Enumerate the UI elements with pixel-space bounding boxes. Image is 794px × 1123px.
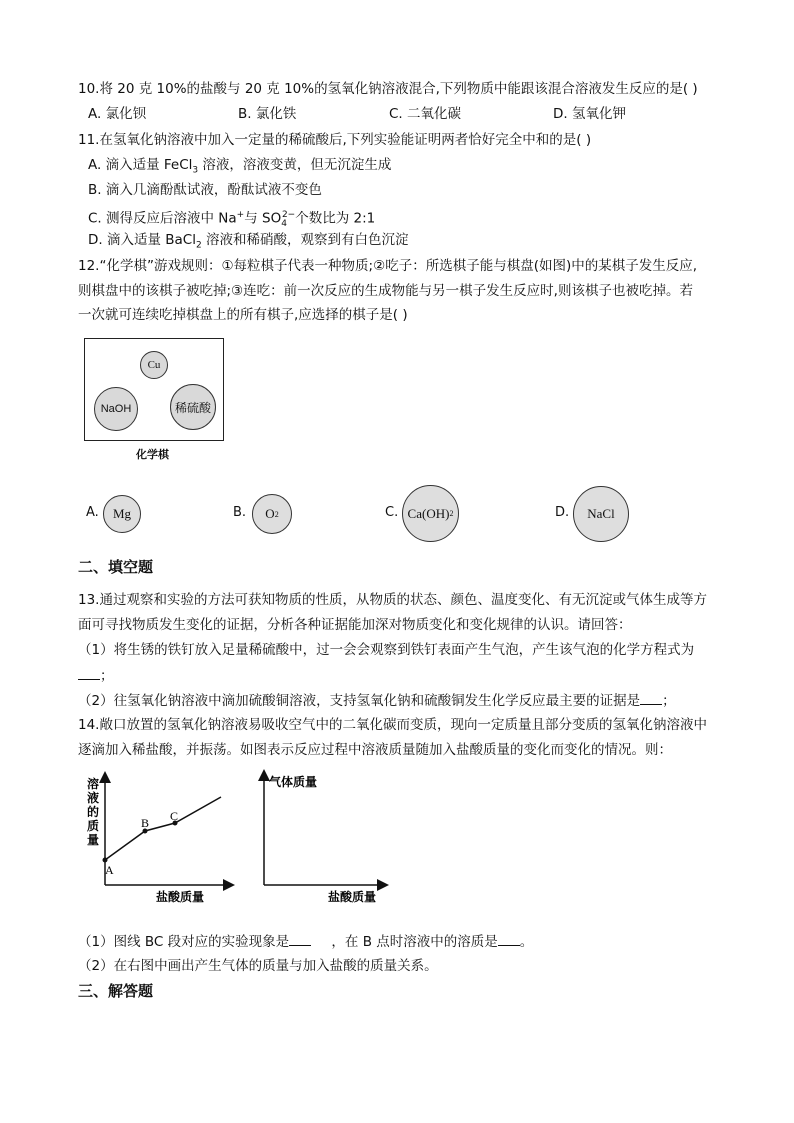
board-caption: 化学棋 (136, 448, 169, 461)
section-answer: 三、解答题 (78, 982, 154, 1000)
q14-sub2: （2）在右图中画出产生气体的质量与加入盐酸的质量关系。 (78, 958, 438, 974)
q13-line1: 13.通过观察和实验的方法可获知物质的性质，从物质的状态、颜色、温度变化、有无沉淀或气体生成等方 (78, 592, 707, 608)
choice-a-mg: Mg (103, 495, 141, 533)
label-a: A (105, 863, 114, 877)
q14-line1: 14.敞口放置的氢氧化钠溶液易吸收空气中的二氧化碳而变质，现向一定质量且部分变质的氢氧化钠溶液中 (78, 717, 707, 733)
sulfuric-acid-piece: 稀硫酸 (170, 384, 216, 430)
gas-mass-graph (252, 766, 392, 906)
section-fill-in: 二、填空题 (78, 558, 154, 576)
q11-option-d: D. 滴入适量 BaCl$_2$ 溶液和稀硝酸，观察到有白色沉淀 (88, 232, 409, 251)
y-label-4: 质 (87, 819, 100, 833)
q11-stem: 11.在氢氧化钠溶液中加入一定量的稀硫酸后,下列实验能证明两者恰好完全中和的是( ) (78, 132, 592, 148)
y-label-5: 量 (87, 833, 100, 847)
solution-mass-graph (84, 766, 244, 906)
y-label-2: 液 (87, 791, 100, 805)
y-label: 气体质量 (269, 775, 318, 789)
q11-option-a: A. 滴入适量 FeCl$_3$ 溶液，溶液变黄，但无沉淀生成 (88, 157, 392, 176)
cu-piece: Cu (140, 351, 168, 379)
q13-sub2: （2）往氢氧化钠溶液中滴加硫酸铜溶液，支持氢氧化钠和硫酸铜发生化学反应最主要的证据是 ； (78, 690, 676, 711)
mass-curve (105, 797, 221, 860)
choice-b-label: B. (233, 505, 247, 520)
choice-c-caoh2: Ca(OH) 2 (402, 485, 459, 542)
naoh-piece: NaOH (94, 387, 138, 431)
choice-b-o2: O 2 (252, 494, 292, 534)
y-label-1: 溶 (87, 777, 100, 791)
choice-d-label: D. (555, 505, 570, 520)
q13-sub1-answer: ； (78, 665, 114, 686)
choice-c-label: C. (385, 505, 399, 520)
q10-option-b: B. 氯化铁 (238, 106, 297, 122)
answer-blank[interactable] (78, 665, 100, 680)
answer-blank[interactable] (640, 690, 662, 705)
q14-sub1: （1）图线 BC 段对应的实验现象是 ，在 B 点时溶液中的溶质是 。 (78, 931, 533, 952)
y-label-3: 的 (87, 805, 100, 819)
q10-stem: 10.将 20 克 10%的盐酸与 20 克 10%的氢氧化钠溶液混合,下列物质中能跟该混合溶液发生反应的是( ) (78, 81, 698, 97)
answer-blank[interactable] (498, 931, 520, 946)
choice-d-nacl: NaCl (573, 486, 629, 542)
label-c: C (170, 809, 179, 823)
label-b: B (141, 816, 150, 830)
q12-line2: 则棋盘中的该棋子被吃掉;③连吃：前一次反应的生成物能与另一棋子发生反应时,则该棋子也被吃掉。若 (78, 283, 693, 299)
q11-option-c: C. 测得反应后溶液中 Na+与 $SO_4^{2-}$个数比为 2:1 (88, 210, 376, 230)
q12-line3: 一次就可连续吃掉棋盘上的所有棋子,应选择的棋子是( ) (78, 307, 408, 323)
q12-line1: 12.“化学棋”游戏规则：①每粒棋子代表一种物质;②吃子：所选棋子能与棋盘(如图)中的某棋子发生反应, (78, 258, 698, 274)
q14-line2: 逐滴加入稀盐酸，并振荡。如图表示反应过程中溶液质量随加入盐酸质量的变化而变化的情况。则： (78, 742, 672, 758)
x-label: 盐酸质量 (328, 890, 377, 904)
choice-a-label: A. (86, 505, 99, 520)
answer-blank[interactable] (289, 931, 311, 946)
q13-sub1: （1）将生锈的铁钉放入足量稀硫酸中，过一会会观察到铁钉表面产生气泡，产生该气泡的化学方程式为 (78, 642, 695, 658)
q10-option-a: A. 氯化钡 (88, 106, 147, 122)
point-a (103, 858, 108, 863)
q13-line2: 面可寻找物质发生变化的证据，分析各种证据能加深对物质变化和变化规律的认识。请回答： (78, 617, 632, 633)
q11-option-b: B. 滴入几滴酚酞试液，酚酞试液不变色 (88, 182, 322, 198)
chess-board (84, 338, 224, 441)
x-label: 盐酸质量 (156, 890, 205, 904)
q10-option-d: D. 氢氧化钾 (553, 106, 626, 122)
q10-option-c: C. 二氧化碳 (389, 106, 462, 122)
